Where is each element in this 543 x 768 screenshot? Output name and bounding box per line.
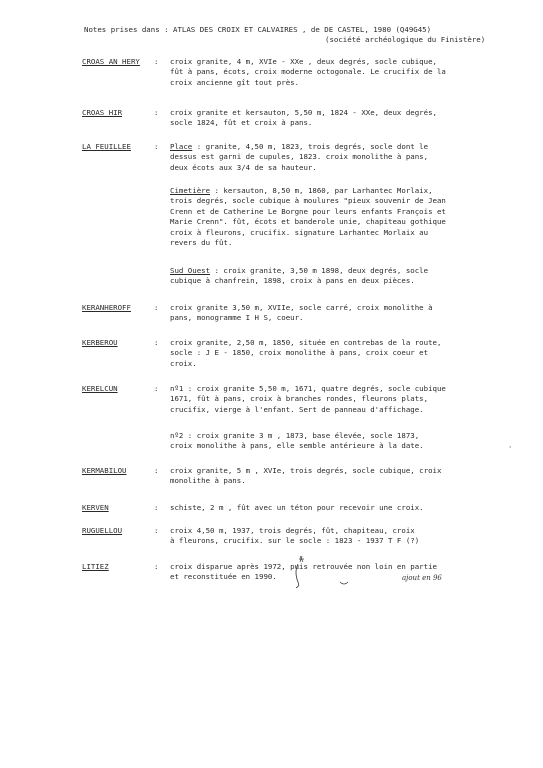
entry-colon: : <box>154 384 159 393</box>
entry-colon: : <box>154 57 159 66</box>
subheading-cimetiere: Cimetière <box>170 186 211 195</box>
entry-label-ruguellou: RUGUELLOU <box>82 526 123 535</box>
text-line: à fleurons, crucifix. sur le socle : 1823 - 1937 T F (?) <box>170 536 420 546</box>
text-line: monolithe à pans. <box>170 476 246 486</box>
entry-text-kerelcun-2 <box>170 431 505 452</box>
text-fragment: : granite, 4,50 m, 1823, trois degrés, socle dont le <box>196 142 429 151</box>
text-line <box>170 142 505 152</box>
entry-label-kermabilou: KERMABILOU <box>82 466 127 475</box>
text-line: croix. <box>170 358 197 368</box>
text-line: croix granite, 2,50 m, 1850, située en contrebas de la route, <box>170 338 442 347</box>
entry-text-ruguellou <box>170 526 505 547</box>
text-line: cubique à chanfrein, 1898, croix à pans en deux pièces. <box>170 276 415 286</box>
text-line: crucifix, vierge à l'enfant. Sert de panneau d'affichage. <box>170 404 424 414</box>
subheading-place: Place <box>170 142 193 151</box>
entry-text-croas-an-hery <box>170 57 505 88</box>
header-source-line: Notes prises dans : ATLAS DES CROIX ET CALVAIRES , de DE CASTEL, 1980 (Q49G45) <box>84 25 432 34</box>
entry-text-kermabilou <box>170 466 505 487</box>
text-line: croix ancienne gît tout près. <box>170 77 300 87</box>
entry-colon: : <box>154 562 159 571</box>
text-line: Marie Crenn". fût, écots et banderole unie, chapiteau gothique <box>170 217 446 227</box>
entry-text-kerven <box>170 503 505 513</box>
text-line: et reconstituée en 1990. <box>170 572 277 582</box>
text-fragment: : kersauton, 8,50 m, 1860, par Larhantec Morlaix, <box>214 186 433 195</box>
entry-label-kerberou: KERBEROU <box>82 338 118 347</box>
text-line: nº2 : croix granite 3 m , 1873, base élevée, socle 1873, <box>170 431 420 440</box>
text-line: croix granite, 5 m , XVIe, trois degrés, socle cubique, croix <box>170 466 442 475</box>
handwritten-insertion-mark <box>290 552 360 592</box>
text-line: croix 4,50 m, 1937, trois degrés, fût, chapiteau, croix <box>170 526 415 535</box>
entry-label-kerven: KERVEN <box>82 503 109 512</box>
text-line: deux écots aux 3/4 de sa hauteur. <box>170 162 317 172</box>
text-line <box>170 186 505 196</box>
entry-label-litiez: LITIEZ <box>82 562 109 571</box>
text-line: croix monolithe à pans, elle semble antérieure à la date. <box>170 441 424 451</box>
text-line: socle : J E - 1850, croix monolithe à pans, croix coeur et <box>170 348 429 358</box>
subheading-sud-ouest: Sud Ouest <box>170 266 211 275</box>
text-line: croix granite et kersauton, 5,50 m, 1824 - XXe, deux degrés, <box>170 108 437 117</box>
text-line: croix granite, 4 m, XVIe - XXe , deux degrés, socle cubique, <box>170 57 437 66</box>
entry-text-kerberou <box>170 338 505 369</box>
entry-label-croas-an-hery: CROAS AN HERY <box>82 57 140 66</box>
text-line: socle 1824, fût et croix à pans. <box>170 118 313 128</box>
text-line: pans, monogramme I H S, coeur. <box>170 313 304 323</box>
text-line: 1671, fût à pans, croix à branches rondes, fleurons plats, <box>170 394 429 404</box>
text-line <box>170 266 505 276</box>
text-line: Crenn et de Catherine Le Borgne pour leurs enfants François et <box>170 206 446 216</box>
entry-label-kerelcun: KERELCUN <box>82 384 118 393</box>
entry-text-croas-hir <box>170 108 505 129</box>
text-line: trois degrés, socle cubique à moulures "pieux souvenir de Jean <box>170 196 446 206</box>
text-line: revers du fût. <box>170 237 233 247</box>
entry-text-keranheroff <box>170 303 505 324</box>
text-line: nº1 : croix granite 5,50 m, 1671, quatre degrés, socle cubique <box>170 384 446 393</box>
text-line: schiste, 2 m , fût avec un téton pour recevoir une croix. <box>170 503 424 512</box>
entry-colon: : <box>154 142 159 151</box>
entry-text-la-feuillee-cimetiere <box>170 186 505 248</box>
entry-colon: : <box>154 108 159 117</box>
entry-colon: : <box>154 526 159 535</box>
text-line: fût à pans, écots, croix moderne octogonale. Le crucifix de la <box>170 67 446 77</box>
text-line: dessus est garni de cupules, 1823. croix monolithe à pans, <box>170 152 429 162</box>
entry-colon: : <box>154 503 159 512</box>
entry-colon: : <box>154 466 159 475</box>
text-line: croix à fleurons, crucifix. signature Larhantec Morlaix au <box>170 227 429 237</box>
text-line: croix granite 3,50 m, XVIIe, socle carré, croix monolithe à <box>170 303 433 312</box>
entry-text-kerelcun-1 <box>170 384 505 415</box>
entry-label-keranheroff: KERANHEROFF <box>82 303 131 312</box>
margin-tick-mark: ' <box>508 445 513 453</box>
entry-label-la-feuillee: LA FEUILLEE <box>82 142 131 151</box>
text-line: croix disparue après 1972, puis retrouvée non loin en partie <box>170 562 437 571</box>
entry-colon: : <box>154 303 159 312</box>
handwritten-note: ajout en 96 <box>402 574 442 582</box>
entry-text-la-feuillee-place <box>170 142 505 173</box>
text-fragment: : croix granite, 3,50 m 1898, deux degrés, socle <box>214 266 429 275</box>
entry-colon: : <box>154 338 159 347</box>
entry-label-croas-hir: CROAS HIR <box>82 108 123 117</box>
header-society-line: (société archéologique du Finistère) <box>325 35 486 44</box>
entry-text-la-feuillee-sud-ouest <box>170 266 505 287</box>
